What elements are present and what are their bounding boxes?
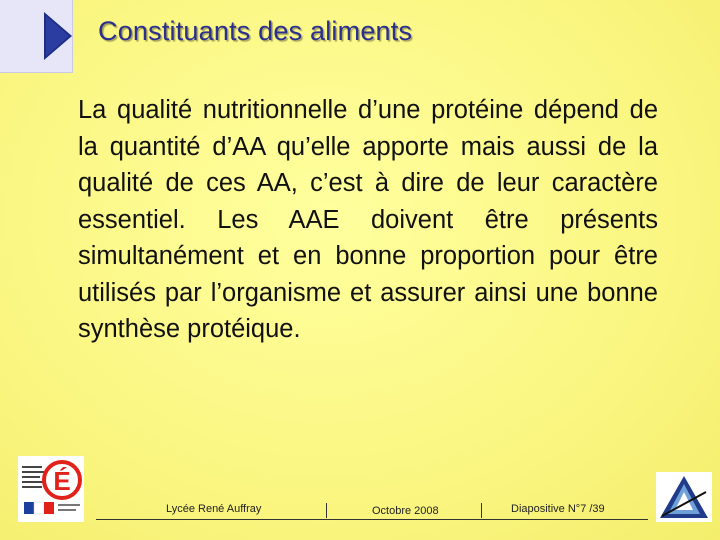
slide-body-text: La qualité nutritionnelle d’une protéine dépend de la quantité d’AA qu’elle apporte mais aussi de la qualité de ces AA, c’est à dire de leur caractère essentiel. Les AAE doivent être présents simultanément et en bonne proportion pour être utilisés par l’organisme et assurer ainsi une bonne synthèse protéique. bbox=[78, 96, 658, 343]
footer-line bbox=[96, 519, 648, 520]
triangle-logo bbox=[656, 472, 712, 522]
footer-slide-number: Diapositive N°7 /39 bbox=[511, 503, 605, 515]
footer-separator bbox=[481, 503, 482, 518]
slide-title: Constituants des aliments bbox=[98, 16, 413, 46]
education-nationale-logo bbox=[18, 456, 84, 522]
footer-separator bbox=[326, 503, 327, 518]
svg-text:É: É bbox=[53, 466, 71, 496]
footer-date: Octobre 2008 bbox=[372, 505, 439, 517]
triangle-arrow-right-icon bbox=[44, 12, 72, 60]
corner-box bbox=[0, 0, 73, 73]
footer-school: Lycée René Auffray bbox=[166, 503, 262, 515]
